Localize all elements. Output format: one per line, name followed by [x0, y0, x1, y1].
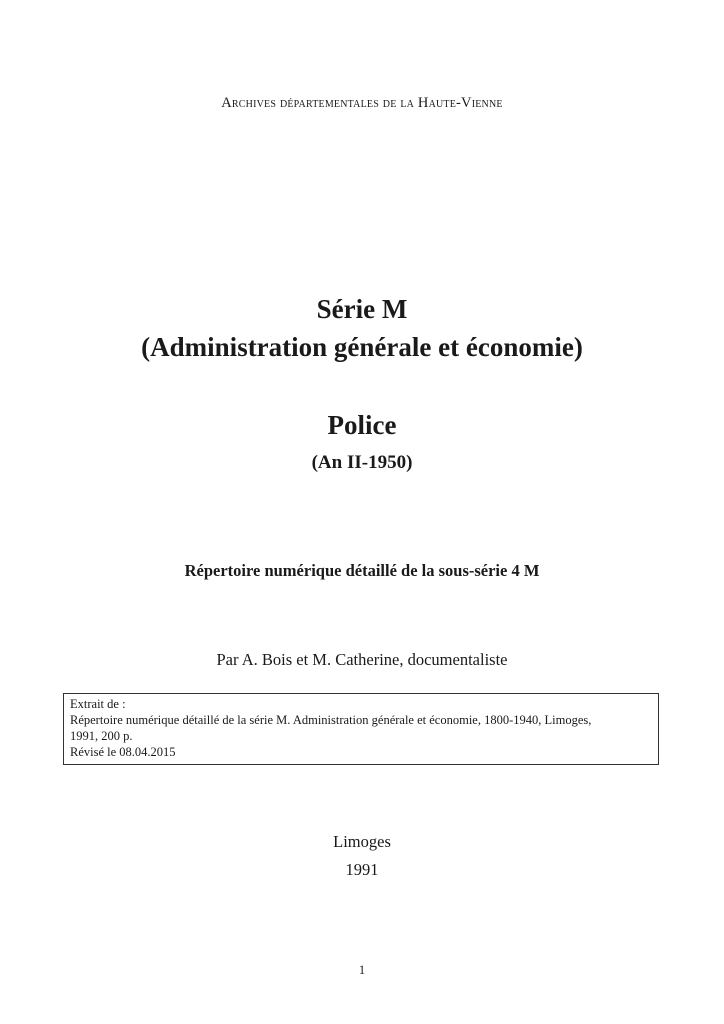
- subject-dates: (An II-1950): [311, 452, 413, 473]
- extract-box: [63, 693, 659, 765]
- imprint-year: 1991: [345, 860, 379, 879]
- subject-title: Police: [327, 410, 397, 440]
- authors-line: Par A. Bois et M. Catherine, documentaliste: [216, 650, 508, 669]
- inventory-title: Répertoire numérique détaillé de la sous-série 4 M: [184, 561, 540, 580]
- institution-header: Archives départementales de la Haute-Vienne: [221, 95, 503, 111]
- extract-revised-date: Révisé le 08.04.2015: [70, 745, 176, 759]
- extract-label: Extrait de :: [70, 697, 126, 711]
- series-subtitle: (Administration générale et économie): [141, 332, 583, 362]
- page-number: 1: [358, 963, 366, 977]
- extract-reference-line-2: 1991, 200 p.: [70, 729, 133, 743]
- series-title-block: [0, 290, 724, 366]
- extract-reference-line-1: Répertoire numérique détaillé de la série M. Administration générale et économie, 1800-1940, Limoges,: [70, 713, 592, 727]
- imprint-place: Limoges: [333, 832, 391, 851]
- series-title: Série M: [316, 294, 408, 324]
